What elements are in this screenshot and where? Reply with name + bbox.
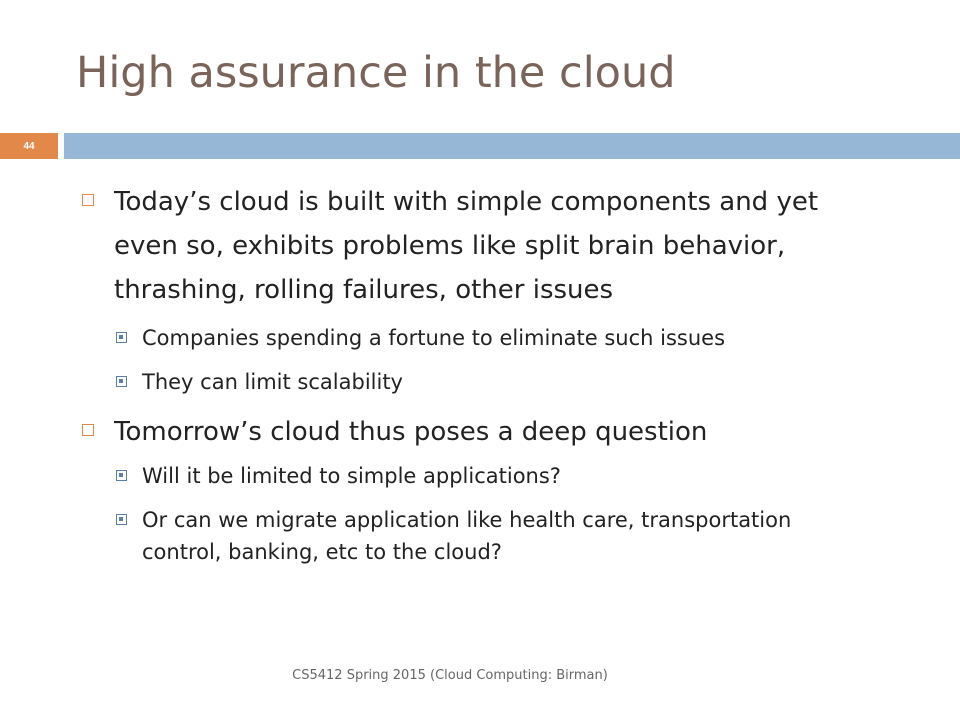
- bullet-text: Tomorrow’s cloud thus poses a deep question: [114, 417, 708, 447]
- sub-bullet-text: They can limit scalability: [142, 370, 403, 394]
- sub-bullet-item: [76, 366, 876, 398]
- sub-bullet-item: [76, 322, 876, 354]
- sub-bullet-text: Will it be limited to simple applications?: [142, 464, 561, 488]
- sub-bullet-text: Companies spending a fortune to eliminate such issues: [142, 326, 726, 350]
- bullet-item: [76, 180, 876, 312]
- bullet-item: [76, 410, 876, 454]
- page-number: 44: [0, 133, 58, 159]
- filled-square-bullet-icon: [116, 332, 127, 343]
- square-bullet-icon: [82, 194, 94, 206]
- slide-title: High assurance in the cloud: [76, 48, 676, 98]
- bullet-text: Today’s cloud is built with simple components and yet even so, exhibits problems like split brain behavior, thrashing, rolling failures, other issues: [114, 187, 819, 305]
- square-bullet-icon: [82, 424, 94, 436]
- slide-footer: CS5412 Spring 2015 (Cloud Computing: Birman): [292, 668, 608, 683]
- title-divider-bar: [64, 133, 960, 159]
- bullet-list: [76, 180, 876, 568]
- filled-square-bullet-icon: [116, 514, 127, 525]
- sub-bullet-item: [76, 504, 876, 568]
- filled-square-bullet-icon: [116, 376, 127, 387]
- filled-square-bullet-icon: [116, 470, 127, 481]
- sub-bullet-text: Or can we migrate application like health care, transportation control, banking, etc to the cloud?: [142, 508, 792, 564]
- sub-bullet-item: [76, 460, 876, 492]
